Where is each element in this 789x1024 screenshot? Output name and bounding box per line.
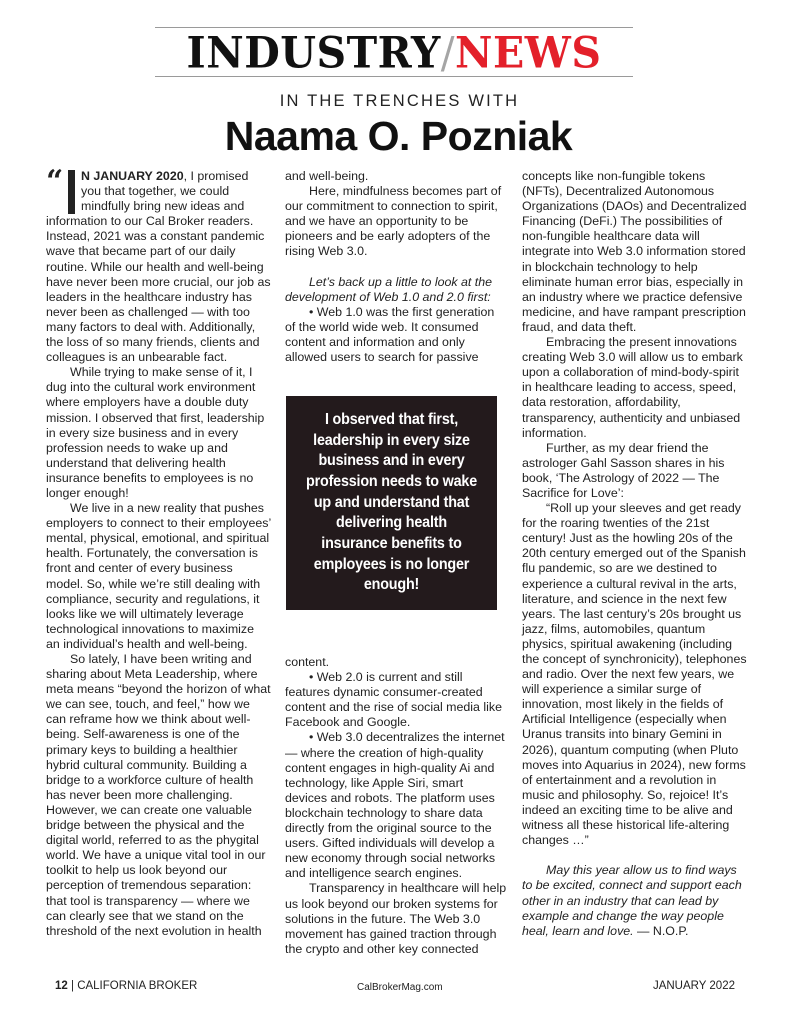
drop-cap-letter-i <box>68 170 75 214</box>
paragraph: and well-being. <box>285 169 369 183</box>
paragraph: concepts like non-fungible tokens (NFTs), Decentralized Autonomous Organizations (DAOs) and Decentralized Financing (DeFi.) The possibilities of non-fungible healthcare data will integrate into Web 3.0 information stored in blockchain technology to help eliminate human error bias, especially in an industry where we practice defensive medicine, and have rampant prescription fraud, and data theft. <box>522 169 747 334</box>
section-masthead <box>155 27 633 77</box>
page-number: 12 <box>55 980 68 992</box>
paragraph: content. <box>285 655 330 669</box>
article-column-2-top <box>285 169 507 365</box>
paragraph: Embracing the present innovations creating Web 3.0 will allow us to embark upon a collaboration of mind-body-spirit in healthcare leading to access, speed, data restoration, affordability, transparency, authenticity and unbiased information. <box>522 335 743 440</box>
closing-paragraph <box>522 863 748 938</box>
publication-name: CALIFORNIA BROKER <box>77 980 198 992</box>
footer-issue-date: JANUARY 2022 <box>652 980 735 992</box>
footer-website[interactable]: CalBrokerMag.com <box>357 982 443 993</box>
lead-in-text: , I promised you that together, we could mindfully bring new ideas and <box>81 169 249 214</box>
section-title-news: NEWS <box>455 27 602 79</box>
block-quote: “Roll up your sleeves and get ready for the roaring twenties of the 21st century! Just as the howling 20s of the 20th century emerged out of the Spanish flu pandemic, so are we destined to experience a cultural revival in the arts, literature, and science in the next few years. The last century’s 20s brought us jazz, films, automobiles, quantum physics, spiritual awakening (including the concept of synchronicity), telephones and radio. Over the next few years, we will experience a similar surge of innovation, most likely in the fields of Artificial Intelligence (especially when Uranus transits into binary Gemini in 2026), quantum computing (when Pluto moves into Aquarius in 2024), new forms of entertainment and a revolution in music and philosophy. So, rejoice! It’s indeed an exciting time to be alive and witness all these historical life-altering changes …” <box>522 501 747 848</box>
lead-in-bold: N JANUARY 2020 <box>81 169 184 183</box>
section-title <box>155 27 633 79</box>
bullet-web1: • Web 1.0 was the first generation of the world wide web. It consumed content and information and only allowed users to search for passive <box>285 304 495 365</box>
lead-paragraph <box>46 164 271 214</box>
paragraph: We live in a new reality that pushes employers to connect to their employees’ mental, physical, emotional, and spiritual health. Fortunately, the conversation is front and center of every business model. So, while we’re still dealing with compliance, security and regulations, it looks like we will ultimately leverage technological innovations to maximize an individual’s health and well-being. <box>46 501 271 651</box>
open-quote-icon: “ <box>46 164 64 199</box>
paragraph: Here, mindfulness becomes part of our commitment to connection to spirit, and we have an opportunity to be pioneers and be early adopters of the rising Web 3.0. <box>285 184 502 259</box>
article-column-3 <box>522 169 748 939</box>
bullet-web2: • Web 2.0 is current and still features dynamic consumer-created content and the rise of social media like Facebook and Google. <box>285 670 502 730</box>
article-column-1 <box>46 164 271 939</box>
footer-folio <box>55 980 197 992</box>
paragraph: While trying to make sense of it, I dug into the cultural work environment where employers have a double duty mission. I observed that first, leadership in every size business and in every profession needs to wake up and understand that delivering health insurance benefits to employees is no longer enough! <box>46 365 265 500</box>
paragraph: Transparency in healthcare will help us look beyond our broken systems for solutions in the future. The Web 3.0 movement has gained traction through the crypto and other key connected <box>285 881 507 956</box>
italic-intro: Let’s back up a little to look at the development of Web 1.0 and 2.0 first: <box>285 274 492 304</box>
folio-separator: | <box>67 980 78 992</box>
paragraph: information to our Cal Broker readers. Instead, 2021 was a constant pandemic wave that became part of our daily routine. While our health and well-being have never been more crucial, our job as leaders in the healthcare industry has never been as challenged — with too many factors to deal with. Additionally, the loss of so many friends, clients and colleagues is an unbearable fact. <box>46 214 271 365</box>
article-column-2-bottom <box>285 655 507 957</box>
section-title-slash: / <box>440 27 456 79</box>
paragraph: So lately, I have been writing and sharing about Meta Leadership, where meta means “beyond the horizon of what we can see, touch, and feel,” how we can reframe how we think about well-being. Self-awareness is one of the primary keys to building a healthier hybrid cultural community. Building a bridge to a workforce culture of health has never been more challenging. However, we can create one valuable bridge between the physical and the digital world, referred to as the phygital world. We have a unique vital tool in our toolkit to help us look beyond our perception of tremendous separation: that tool is transparency — where we can clearly see that we stand on the threshold of the next evolution in health <box>46 652 271 938</box>
author-headline: Naama O. Pozniak <box>224 113 573 159</box>
paragraph: Further, as my dear friend the astrologer Gahl Sasson shares in his book, ‘The Astrology of 2022 — The Sacrifice for Love’: <box>522 440 725 500</box>
pull-quote-box <box>286 396 497 610</box>
column-kicker: IN THE TRENCHES WITH <box>279 92 520 110</box>
pull-quote-text: I observed that first, leadership in every size business and in every profession needs to wake up and understand that delivering health insurance benefits to employees is no longer enough! <box>306 410 477 594</box>
section-title-industry: INDUSTRY <box>186 27 441 79</box>
closing-italic: May this year allow us to find ways to be excited, connect and support each other in an industry that can lead by example and change the way people heal, learn and love. <box>522 863 742 938</box>
bullet-web3: • Web 3.0 decentralizes the internet — where the creation of high-quality content engages in high-quality Ai and technology, like Apple Siri, smart devices and robots. The platform uses blockchain technology to share data directly from the original source to the users. Gifted individuals will develop a new economy through social networks and intelligence search engines. <box>285 730 505 881</box>
author-signoff: — N.O.P. <box>633 923 689 938</box>
